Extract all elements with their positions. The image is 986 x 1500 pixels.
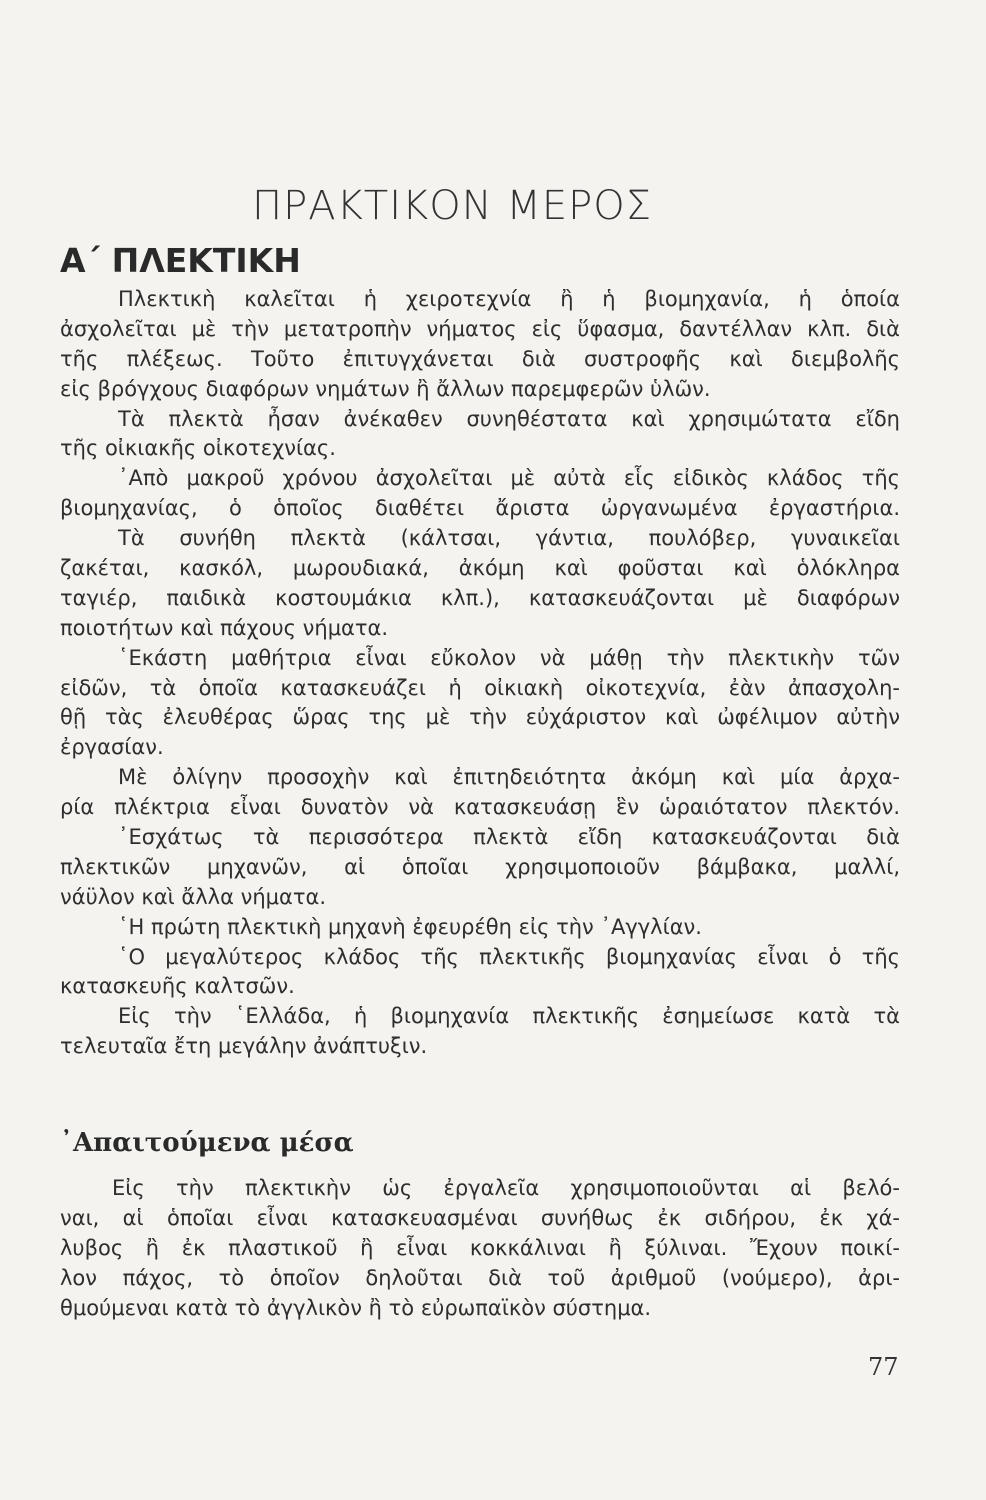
chapter-title: Α΄ ΠΛΕΚΤΙΚΗ (60, 241, 301, 280)
text-line: ποιοτήτων καὶ πάχους νήματα. (60, 615, 389, 640)
page-number: 77 (868, 1353, 899, 1381)
text-line: Εἰς τὴν πλεκτικὴν ὡς ἐργαλεῖα χρησιμοποιοῦνται αἱ βελό- (112, 1176, 900, 1200)
text-line: εἰς βρόγχους διαφόρων νημάτων ἢ ἄλλων παρεμφερῶν ὑλῶν. (60, 376, 711, 401)
text-line: βιομηχανίας, ὁ ὁποῖος διαθέτει ἄριστα ὠργανωμένα ἐργαστήρια. (60, 496, 900, 521)
text-line: ζακέται, κασκόλ, μωρουδιακά, ἀκόμη καὶ φοῦσται καὶ ὁλόκληρα (60, 556, 900, 581)
text-line: Μὲ ὀλίγην προσοχὴν καὶ ἐπιτηδειότητα ἀκόμη καὶ μία ἀρχα- (118, 765, 900, 790)
text-line: ναι, αἱ ὁποῖαι εἶναι κατασκευασμέναι συνήθως ἐκ σιδήρου, ἐκ χά- (60, 1205, 900, 1230)
text-line: Πλεκτικὴ καλεῖται ἡ χειροτεχνία ἢ ἡ βιομηχανία, ἡ ὁποία (118, 287, 900, 311)
text-line: ταγιέρ, παιδικὰ κοστουμάκια κλπ.), κατασκευάζονται μὲ διαφόρων (60, 585, 900, 610)
text-line: ῾Η πρώτη πλεκτικὴ μηχανὴ ἐφευρέθη εἰς τὴν ᾿Αγγλίαν. (118, 914, 702, 939)
text-line: τῆς πλέξεως. Τοῦτο ἐπιτυγχάνεται διὰ συστροφῆς καὶ διεμβολῆς (60, 346, 900, 371)
body-text (60, 285, 900, 1062)
text-line: ῾Εκάστη μαθήτρια εἶναι εὔκολον νὰ μάθῃ τὴν πλεκτικὴν τῶν (118, 645, 900, 670)
section-heading: ᾿Απαιτούμενα μέσα (60, 1128, 354, 1158)
text-line: εἰδῶν, τὰ ὁποῖα κατασκευάζει ἡ οἰκιακὴ οἰκοτεχνία, ἐὰν ἀπασχολη- (60, 675, 900, 700)
text-line: θῇ τὰς ἐλευθέρας ὥρας της μὲ τὴν εὐχάριστον καὶ ὠφέλιμον αὐτὴν (60, 705, 900, 730)
text-line: Τὰ πλεκτὰ ἦσαν ἀνέκαθεν συνηθέστατα καὶ χρησιμώτατα εἴδη (118, 406, 900, 431)
text-line: κατασκευῆς καλτσῶν. (60, 974, 295, 999)
text-line: τῆς οἰκιακῆς οἰκοτεχνίας. (60, 436, 336, 461)
part-title: ΠΡΑΚΤΙΚΟΝ ΜΕΡΟΣ (252, 183, 653, 229)
text-line: ῾Ο μεγαλύτερος κλάδος τῆς πλεκτικῆς βιομηχανίας εἶναι ὁ τῆς (118, 944, 900, 969)
text-line: τελευταῖα ἔτη μεγάλην ἀνάπτυξιν. (60, 1034, 428, 1059)
text-line: ἀσχολεῖται μὲ τὴν μετατροπὴν νήματος εἰς ὕφασμα, δαντέλλαν κλπ. διὰ (60, 316, 900, 341)
text-line: πλεκτικῶν μηχανῶν, αἱ ὁποῖαι χρησιμοποιοῦν βάμβακα, μαλλί, (60, 854, 900, 879)
text-line: Εἰς τὴν ῾Ελλάδα, ἡ βιομηχανία πλεκτικῆς ἐσημείωσε κατὰ τὰ (118, 1004, 900, 1029)
text-line: ᾿Απὸ μακροῦ χρόνου ἀσχολεῖται μὲ αὐτὰ εἷς εἰδικὸς κλάδος τῆς (118, 466, 900, 491)
text-line: λυβος ἢ ἐκ πλαστικοῦ ἢ εἶναι κοκκάλιναι ἢ ξύλιναι. Ἔχουν ποικί- (60, 1235, 900, 1260)
text-line: θμούμεναι κατὰ τὸ ἀγγλικὸν ἢ τὸ εὐρωπαϊκὸν σύστημα. (60, 1295, 652, 1320)
text-line: Τὰ συνήθη πλεκτὰ (κάλτσαι, γάντια, πουλόβερ, γυναικεῖαι (118, 526, 900, 551)
text-line: νάϋλον καὶ ἄλλα νήματα. (60, 884, 327, 909)
text-line: ᾿Εσχάτως τὰ περισσότερα πλεκτὰ εἴδη κατασκευάζονται διὰ (118, 825, 900, 850)
text-line: ρία πλέκτρια εἶναι δυνατὸν νὰ κατασκευάσῃ ἓν ὡραιότατον πλεκτόν. (60, 795, 900, 820)
text-line: λον πάχος, τὸ ὁποῖον δηλοῦται διὰ τοῦ ἀριθμοῦ (νούμερο), ἀρι- (60, 1265, 900, 1290)
text-line: ἐργασίαν. (60, 735, 164, 760)
section-text (60, 1174, 900, 1323)
